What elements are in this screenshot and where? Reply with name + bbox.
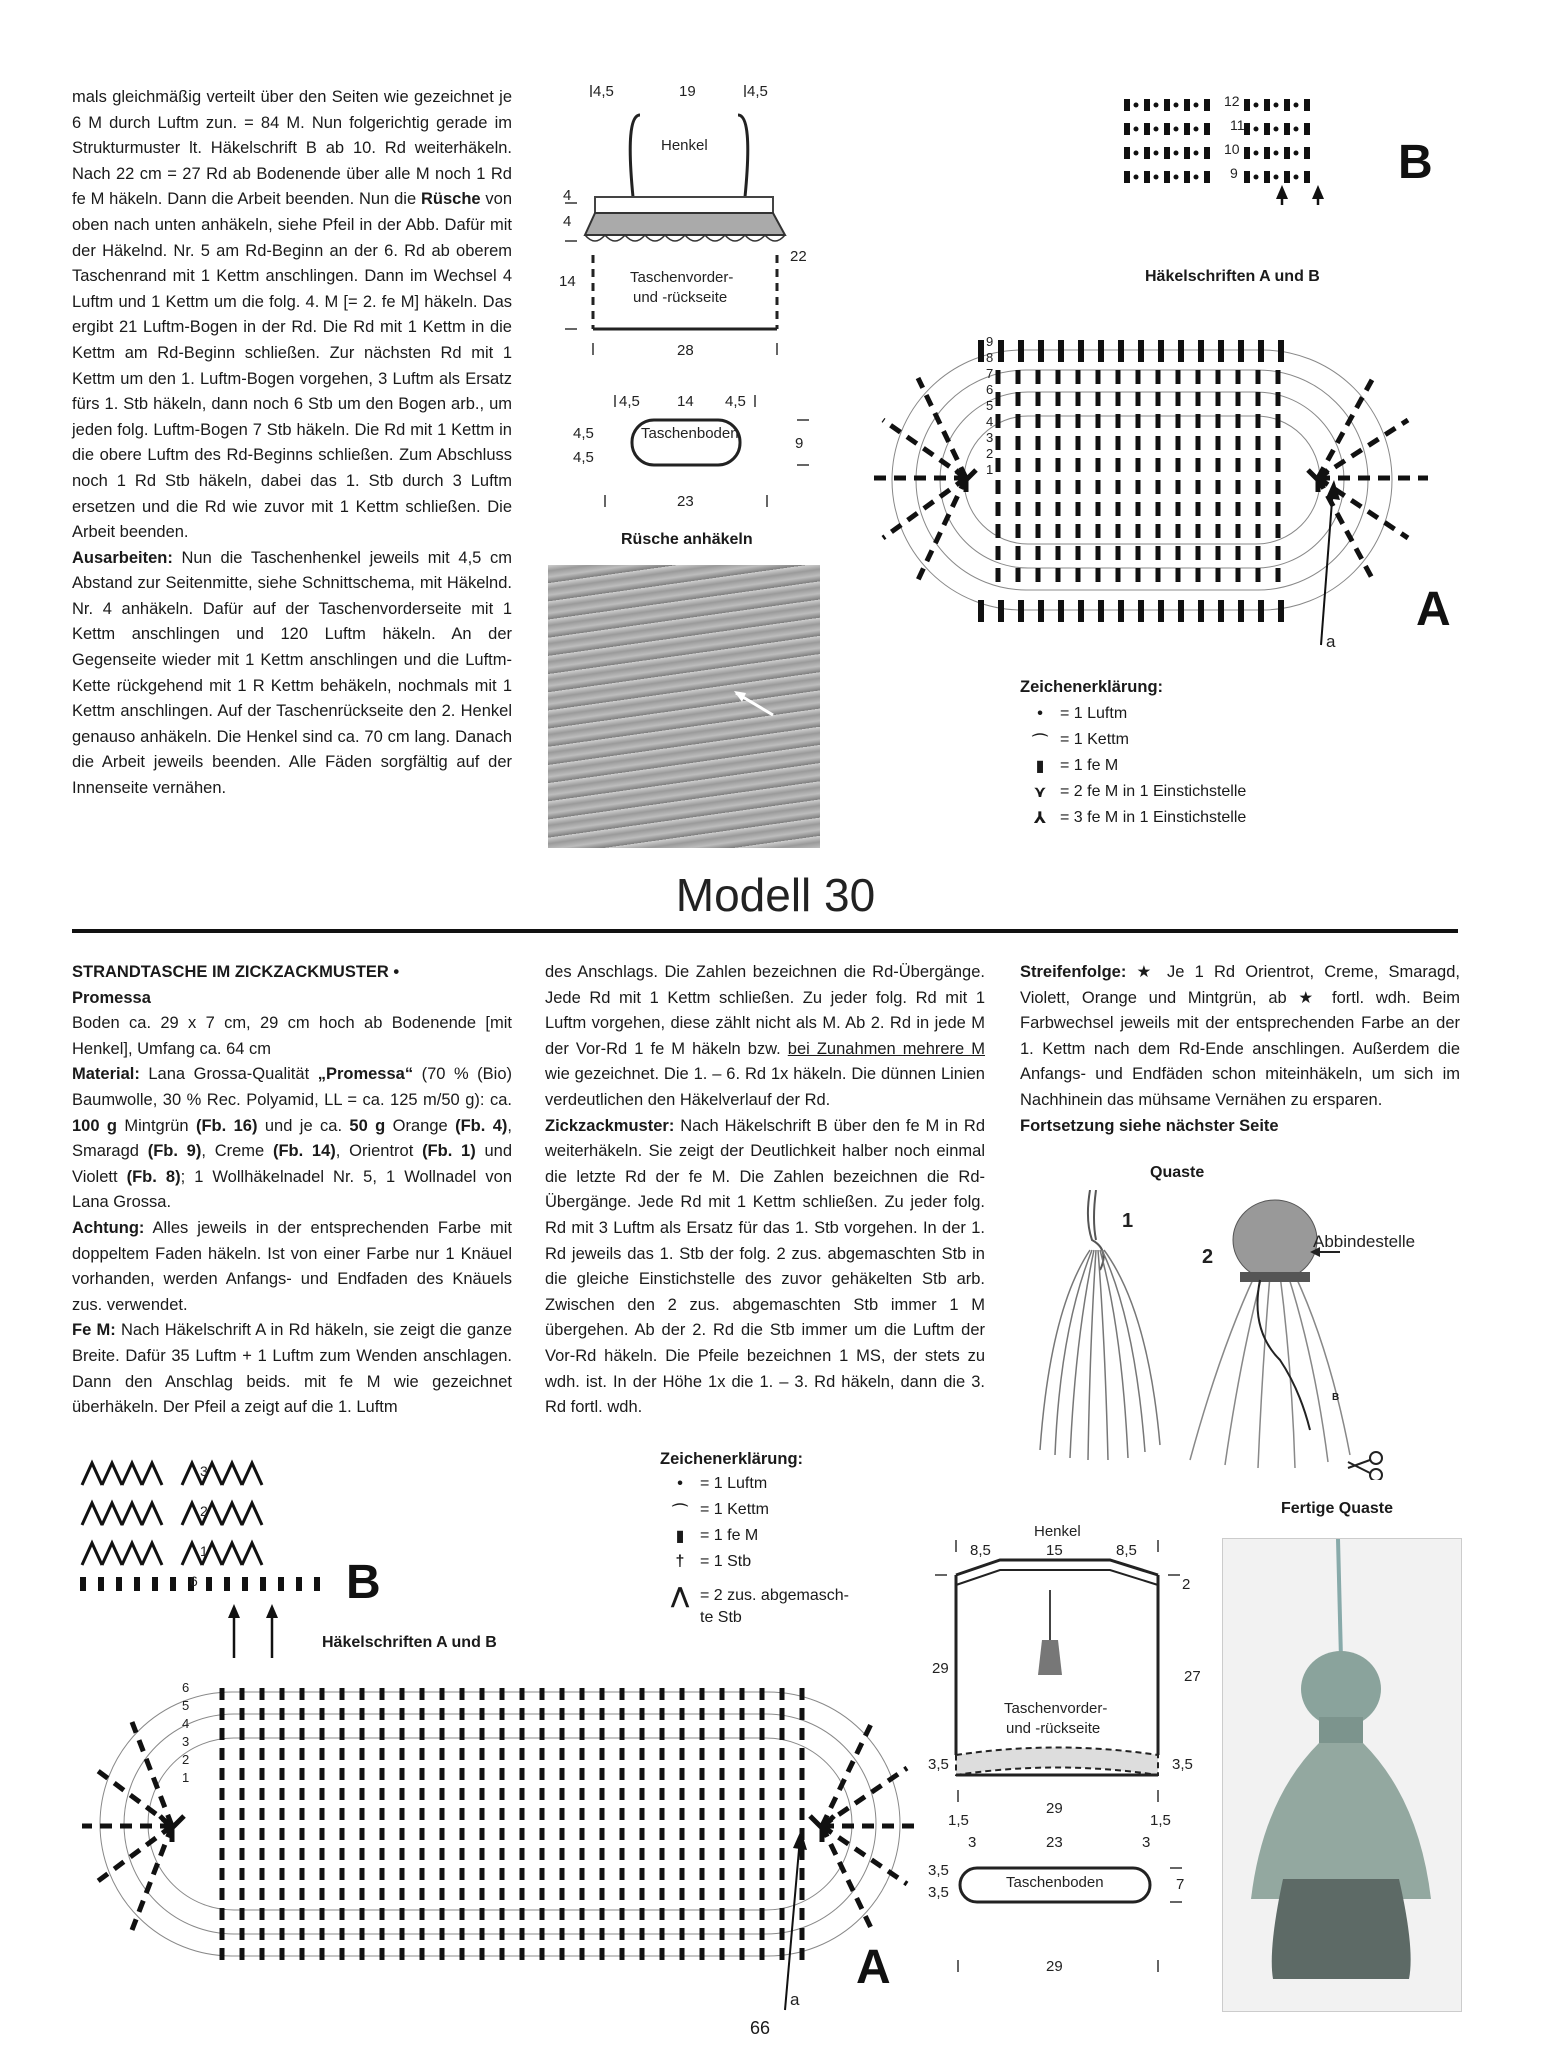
dim-label: 8,5 [970,1542,991,1559]
dim-label: 19 [679,83,696,100]
top-crochet-chart-b [1120,95,1500,205]
increase-two-icon: ⋎ [1033,784,1047,801]
dim-label: 4,5 [747,83,768,100]
text-column-1 [72,960,512,1421]
bold-run: (Fb. 14) [272,1142,336,1161]
finished-tassel-photo [1222,1538,1462,2012]
body-label: Taschenvorder- [1004,1700,1108,1717]
dim-label: 29 [1046,1958,1063,1975]
legend-item: † = 1 Stb [660,1549,920,1575]
dim-label: 4 [563,187,572,204]
bottom-crochet-chart-b [72,1455,392,1609]
finished-tassel-title: Fertige Quaste [1281,1500,1394,1517]
bold-run: STRANDTASCHE IM ZICKZACKMUSTER • [72,963,400,981]
step-number: 1 [1122,1210,1134,1232]
paragraph [72,1216,512,1318]
bold-run: Zickzackmuster: [545,1116,675,1135]
handle-label: Henkel [661,137,708,154]
quaste-title: Quaste [1150,1164,1205,1181]
dim-label: 9 [795,435,804,452]
paragraph [72,1318,512,1420]
bottom-chart-arrows [220,1600,300,1660]
legend-title: Zeichenerklärung: [660,1450,804,1468]
bold-run: 50 g [349,1116,386,1135]
paragraph [545,960,985,1114]
bottom-bag-schema [920,1500,1200,2020]
slip-stitch-icon: ⌒ [671,1503,688,1521]
double-crochet-icon: † [675,1553,685,1570]
text-run: Boden ca. 29 x 7 cm, 29 cm hoch ab Bodenende [mit Henkel], Umfang ca. 64 cm [72,1014,512,1058]
legend-item: ▮ = 1 fe M [1020,753,1350,779]
paragraph [72,85,512,546]
row-number: 2 [182,1752,190,1767]
grid-stitches [998,370,1278,590]
bold-run: Ausarbeiten: [72,548,173,567]
text-run: ★ Je 1 Rd Orientrot, Creme, Smaragd, Violett, Orange und Mintgrün, ab ★ fortl. wdh. Beim Farbwechsel jeweils mit der entsprechenden Farbe an der 1. Kettm nach dem Rd-Ende anschlingen. Außerdem die Anfangs- und Endfäden schon miteinhäkeln, um sich im Nachhinein das mühsame Vernähen zu ersparen. [1020,963,1460,1109]
legend-item: ▮ = 1 fe M [660,1523,920,1549]
single-crochet-icon: ▮ [1035,758,1045,775]
page-number: 66 [750,2018,771,2038]
legend-title: Zeichenerklärung: [1020,678,1164,696]
chart-letter-a: A [856,1941,891,1994]
increase-three-icon: ⅄ [1033,810,1047,827]
row-number: 5 [182,1698,190,1713]
row-number: 4 [182,1716,190,1731]
bold-run: (Fb. 16) [195,1116,258,1135]
row-number: 3 [200,1463,208,1479]
legend-item-cont: te Stb [700,1609,742,1626]
legend-item: ⌒ = 1 Kettm [1020,727,1350,753]
row-number: 9 [986,334,994,349]
chart-letter-b: B [346,1556,381,1609]
paragraph [72,1062,512,1216]
row-number: 6 [190,1573,198,1589]
dim-label: 29 [932,1660,949,1677]
tie-point-label: Abbindestelle [1313,1232,1416,1251]
dim-label: 2 [1182,1576,1191,1593]
dim-label: 15 [1046,1542,1063,1559]
bottom-crochet-chart-a [72,1670,932,2020]
text-run: wie gezeichnet. Die 1. – 6. Rd 1x häkeln. Die dünnen Linien verdeutlichen den Häkelverlauf der Rd. [545,1065,985,1109]
row-number: 6 [986,382,994,397]
dim-label: 4,5 [619,393,640,410]
row-number: 7 [986,366,994,381]
row-number: 1 [182,1770,190,1785]
body-label: Taschenvorder- [630,269,734,286]
bold-run: Achtung: [72,1218,145,1237]
dim-label: 4,5 [573,425,594,442]
row-number: 3 [182,1734,190,1749]
base-label: Taschenboden [641,425,739,442]
handle-label: Henkel [1034,1523,1081,1540]
text-run: und Violett [72,1142,512,1186]
chain-icon: • [1037,705,1043,722]
top-left-text-column [72,85,512,802]
step-number: 2 [1202,1246,1214,1268]
base-label: Taschenboden [1006,1874,1104,1891]
paragraph [72,960,512,986]
dim-label: 3,5 [1172,1756,1193,1773]
dim-label: 4,5 [593,83,614,100]
dim-label: 4 [563,213,572,230]
paragraph [72,986,512,1012]
text-run: Alles jeweils in der entsprechenden Farbe mit doppeltem Faden häkeln. Ist von einer Farbe nur 1 Knäuel vorhanden, werden Anfangs- und Endfaden des Knäuels zus. verwendet. [72,1218,512,1314]
chart-letter-a: A [1416,583,1451,636]
text-run: Nach Häkelschrift B über den fe M in Rd weiterhäkeln. Sie zeigt der Deutlichkeit halber noch einmal die letzte Rd der fe M. Die Zahlen bezeichnen die Rd-Übergänge. Jede Rd mit 1 Kettm schließen. Zu jeder folg. Rd mit 3 Luftm als Ersatz für das 1. Stb vorgehen. In der 1. Rd jeweils das 1. Stb der folg. 2 zus. abgemaschten Stb in die gleiche Einstichstelle des zuvor gehäkelten Stb arb. Zwischen den 2 zus. abgemaschten Stb immer 1 M übergehen. Ab der 2. Rd die Stb immer um die Luftm der Vor-Rd häkeln. Die Pfeile bezeichnen 1 MS, der stets zu wdh. ist. In der Höhe 1x die 1. – 3. Rd häkeln, dann die 3. Rd fortl. wdh. [545,1116,985,1417]
row-number: 3 [986,430,994,445]
legend-item: • = 1 Luftm [660,1471,920,1497]
text-run: Orange [385,1116,456,1135]
text-run: (70 % (Bio) Baumwolle, 30 % Rec. Polyamid, LL = ca. 125 m/50 g): ca. [72,1065,513,1109]
single-crochet-icon: ▮ [675,1528,685,1545]
slip-stitch-icon: ⌒ [1031,733,1048,751]
text-run: , Smaragd [72,1116,512,1161]
dim-label: 8,5 [1116,1542,1137,1559]
top-crochet-chart-a [848,320,1478,650]
row-number: 4 [986,414,994,429]
bold-run: Rüsche [420,190,481,209]
bold-run: 100 g [72,1116,117,1135]
text-run: Lana Grossa-Qualität [139,1065,318,1084]
row-number: 1 [986,462,994,477]
row-number: 9 [1230,165,1238,181]
dim-label: 3,5 [928,1862,949,1879]
text-run: bei Zunahmen mehrere M [787,1039,985,1058]
text-column-2 [545,960,985,1421]
chart-b-stitches [1120,95,1420,205]
bold-run: (Fb. 4) [455,1116,508,1135]
row-number: 12 [1224,93,1240,109]
legend-bottom [660,1450,920,1627]
text-column-3 [1020,960,1460,1139]
dim-label: 3 [1142,1834,1151,1851]
text-run: Nun die Taschenhenkel jeweils mit 4,5 cm Abstand zur Seitenmitte, siehe Schnittschema, mit Häkelnd. Nr. 4 anhäkeln. Dafür auf der Taschenvorderseite mit 1 Kettm anschlingen und 120 Luftm häkeln. An der Gegenseite wieder mit 1 Kettm anschlingen und die Luftm-Kette rückgehend mit 1 R Kettm behäkeln, nochmals mit 1 Kettm anschlingen. Auf der Taschenrückseite den 2. Henkel genauso anhäkeln. Die Henkel sind ca. 70 cm lang. Danach die Arbeit jeweils beenden. Alle Fäden sorgfältig auf der Innenseite vernähen. [72,548,512,798]
top-bag-schema [555,85,815,555]
dim-label: 22 [790,248,807,265]
dim-label: 14 [677,393,694,410]
dim-label: 23 [677,493,694,510]
schema-caption: Rüsche anhäkeln [621,531,753,548]
row-number: 10 [1224,141,1240,157]
dim-label: 4,5 [573,449,594,466]
paragraph [1020,960,1460,1114]
dim-label: 3,5 [928,1756,949,1773]
model-title: Modell 30 [675,869,876,921]
legend-item: ⋎ = 2 fe M in 1 Einstichstelle [1020,779,1350,805]
legend-top [1020,678,1350,831]
row-number: 8 [986,350,994,365]
text-run: , Orientrot [335,1142,423,1161]
dim-label: 1,5 [1150,1812,1171,1829]
paragraph [72,546,512,802]
chart-a-stitches [848,320,1478,650]
bold-run: Promessa [72,988,151,1007]
bold-run: (Fb. 1) [422,1142,476,1161]
bold-run: Material: [72,1065,140,1084]
decrease-icon: ⋀ [670,1583,690,1608]
text-run: , Creme [201,1142,273,1161]
text-run: mals gleichmäßig verteilt über den Seiten wie gezeichnet je 6 M durch Luftm zun. = 84 M. Nun folgerichtig gerade im Strukturmuster lt. Häkelschrift B ab 10. Rd weiterhäkeln. Nach 22 cm = 27 Rd ab Bodenende über alle M noch 1 Rd fe M häkeln. Dann die Arbeit beenden. Nun die [72,88,512,209]
dim-label: 1,5 [948,1812,969,1829]
paragraph [72,1011,512,1062]
tassel-illustration [1030,1190,1416,1480]
legend-item: • = 1 Luftm [1020,701,1350,727]
legend-item: ⌒ = 1 Kettm [660,1497,920,1523]
dim-label: 28 [677,342,694,359]
text-run: und je ca. [257,1116,350,1135]
dim-label: 23 [1046,1834,1063,1851]
row-number: 2 [986,446,994,461]
dim-label: 14 [559,273,576,290]
arrow-label: a [1326,632,1336,651]
bold-run: (Fb. 9) [147,1142,202,1161]
dim-label: 3 [968,1834,977,1851]
text-run: ; 1 Wollhäkelnadel Nr. 5, 1 Wollnadel von Lana Grossa. [72,1167,512,1212]
dim-label: 27 [1184,1668,1201,1685]
ruffle-photo [548,565,820,848]
title-rule [72,929,1458,933]
dim-label: 4,5 [725,393,746,410]
text-run: von oben nach unten anhäkeln, siehe Pfeil in der Abb. Dafür mit der Häkelnd. Nr. 5 am Rd-Beginn an der 6. Rd ab oberem Taschenrand mit 1 Kettm anschlingen. Dann im Wechsel 4 Luftm und 1 Kettm um die folg. 4. M [= 2. fe M] häkeln. Das ergibt 21 Luftm-Bogen in der Rd. Die Rd mit 1 Kettm in die Kettm am Rd-Beginn schließen. Zur nächsten Rd mit 1 Kettm um den 1. Luftm-Bogen vorgehen, 3 Luftm als Ersatz fürs 1. Stb häkeln, dann noch 6 Stb um den Bogen arb., um jeden folg. Luftm-Bogen 7 Stb häkeln. Die Rd mit 1 Kettm in die obere Luftm des Rd-Beginns schließen. Zum Abschluss noch 1 Rd Stb häkeln, dabei das 1. Stb durch 3 Luftm ersetzen und die Rd wie zuvor mit 1 Kettm schließen. Die Arbeit beenden. [72,190,513,542]
bold-run: Streifenfolge: [1020,963,1127,981]
bold-run: „Promessa“ [317,1065,414,1084]
chain-dots [1134,103,1299,180]
bold-run: (Fb. 8) [126,1167,181,1186]
row-number: 6 [182,1680,190,1695]
row-number: 5 [986,398,994,413]
row-number: 11 [1230,117,1245,133]
top-schema-lines [555,85,815,555]
legend-item: ⅄ = 3 fe M in 1 Einstichstelle [1020,805,1350,831]
arrow-label: a [790,1990,800,2009]
b-label: B [1332,1392,1340,1403]
bold-run: Fortsetzung siehe nächster Seite [1020,1116,1279,1135]
legend-item: ⋀ = 2 zus. abgemasch- [660,1583,920,1609]
dim-label: 7 [1176,1876,1185,1893]
paragraph [1020,1114,1460,1140]
bold-run: Fe M: [72,1321,116,1340]
text-run: Mintgrün [117,1116,196,1135]
radial-stitches [868,378,1428,580]
row-number: 1 [200,1543,208,1559]
paragraph [545,1114,985,1421]
chart-letter-b: B [1398,136,1433,189]
chart-caption: Häkelschriften A und B [1145,268,1320,285]
text-run: des Anschlags. Die Zahlen bezeichnen die Rd-Übergänge. Jede Rd mit 1 Kettm schließen. Zu jeder folg. Rd mit 1 Luftm vorgehen, diese zählt nicht als M. Ab 2. Rd in jede M der Vor-Rd 1 fe M häkeln bzw. [545,963,985,1058]
row-number: 2 [200,1503,208,1519]
chain-icon: • [677,1475,683,1492]
dim-label: 29 [1046,1800,1063,1817]
dim-label: 3,5 [928,1884,949,1901]
text-run: Nach Häkelschrift A in Rd häkeln, sie zeigt die ganze Breite. Dafür 35 Luftm + 1 Luftm zum Wenden anschlagen. Dann den Anschlag beids. mit fe M wie gezeichnet überhäkeln. Der Pfeil a zeigt auf die 1. Luftm [72,1321,512,1417]
body-label: und -rückseite [633,289,728,306]
chart-caption: Häkelschriften A und B [322,1634,497,1651]
body-label: und -rückseite [1006,1720,1101,1737]
stitch-rows [1124,99,1310,183]
